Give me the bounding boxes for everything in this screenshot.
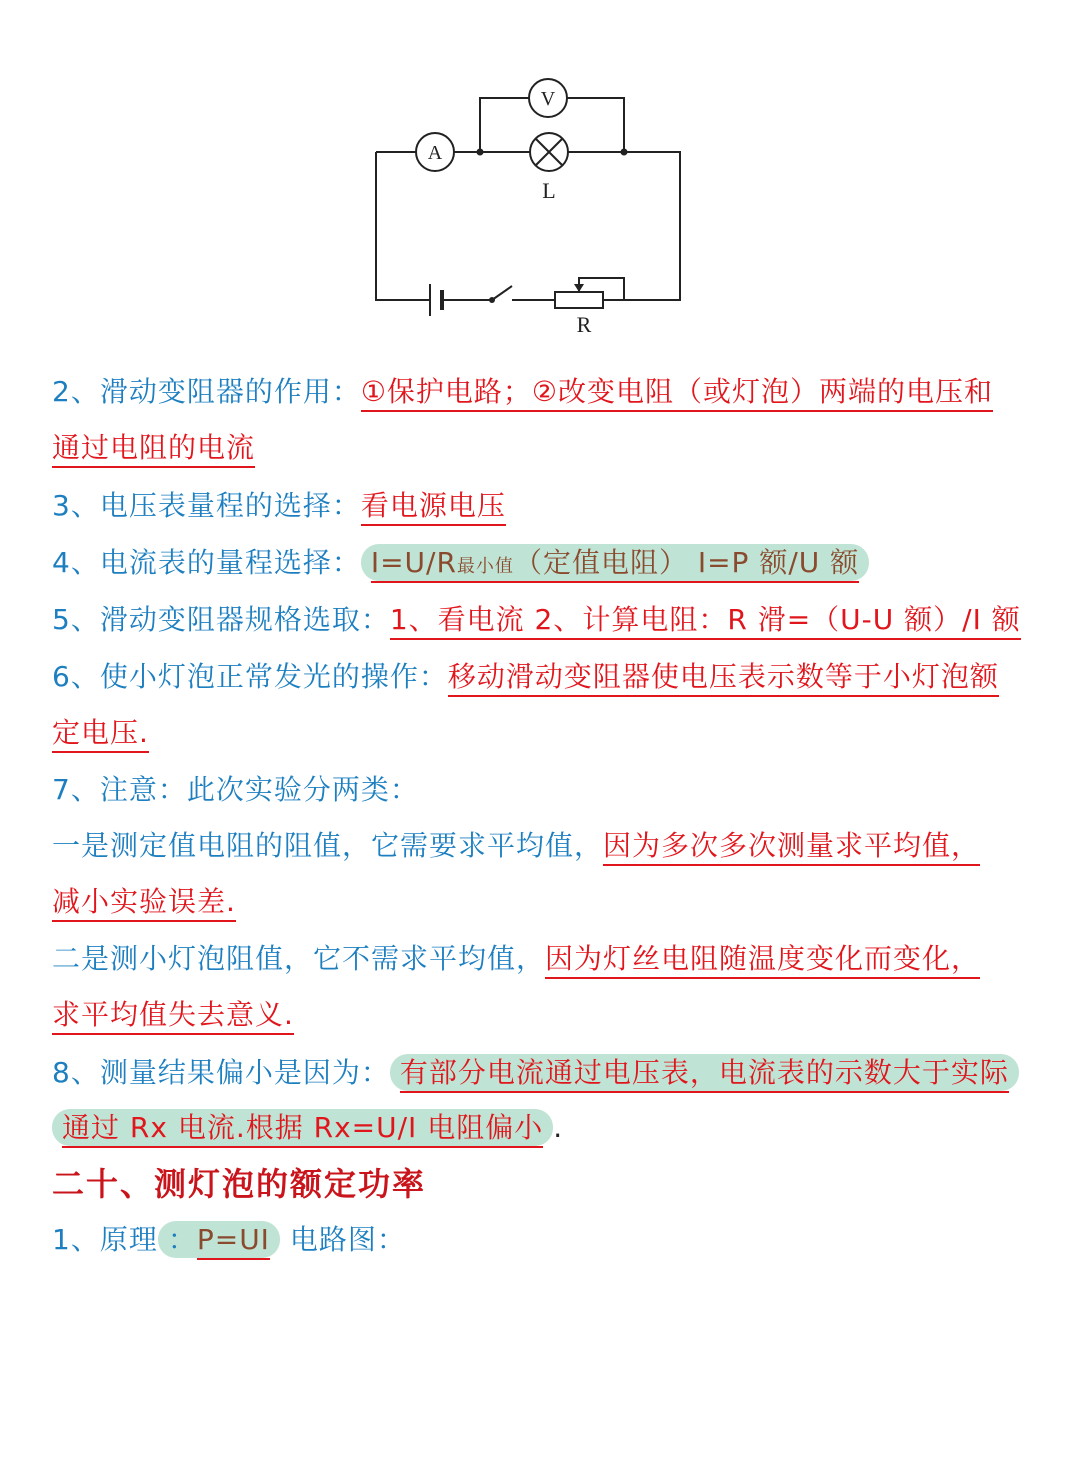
voltmeter-symbol <box>529 79 567 117</box>
ammeter-label: A <box>427 142 443 164</box>
highlight <box>52 1109 553 1146</box>
note-4-label: 4、电流表的量程选择： <box>52 546 361 579</box>
principle-colon: ： <box>167 1223 197 1256</box>
note-8-period: . <box>553 1111 564 1144</box>
highlight <box>158 1221 280 1258</box>
highlight <box>361 544 869 581</box>
note-7-label: 7、注意：此次实验分两类： <box>52 773 419 806</box>
note-7b-answer-cont: 求平均值失去意义. <box>52 998 294 1035</box>
note-2-answer: ①保护电路；②改变电阻（或灯泡）两端的电压和 <box>361 375 993 412</box>
note-5-answer: 1、看电流 2、计算电阻：R 滑=（U-U 额）/I 额 <box>390 603 1021 640</box>
principle-line <box>52 1220 406 1260</box>
formula-i: I=U/R <box>370 546 457 579</box>
lamp-symbol <box>530 133 568 203</box>
principle-label: 1、原理 <box>52 1223 158 1256</box>
note-3-label: 3、电压表量程的选择： <box>52 489 361 522</box>
note-line-6 <box>52 657 999 697</box>
note-line-7a-cont <box>52 882 236 922</box>
note-4-formula <box>371 546 859 583</box>
note-3-answer: 看电源电压 <box>361 489 506 526</box>
battery-symbol <box>430 284 452 316</box>
note-line-2 <box>52 372 993 412</box>
note-line-7a <box>52 826 980 866</box>
note-6-answer-cont: 定电压. <box>52 716 149 753</box>
note-8-answer-cont: 通过 Rx 电流.根据 Rx=U/I 电阻偏小 <box>62 1111 543 1148</box>
note-6-label: 6、使小灯泡正常发光的操作： <box>52 660 448 693</box>
note-7a-answer: 因为多次多次测量求平均值， <box>603 829 980 866</box>
note-line-7 <box>52 770 419 810</box>
switch-symbol <box>489 286 512 303</box>
note-7a-answer-cont: 减小实验误差. <box>52 885 236 922</box>
note-6-answer: 移动滑动变阻器使电压表示数等于小灯泡额 <box>448 660 999 697</box>
voltmeter-label: V <box>540 88 556 110</box>
note-line-7b-cont <box>52 995 294 1035</box>
formula-subscript: 最小值 <box>456 556 514 577</box>
formula-rest: （定值电阻） I=P 额/U 额 <box>513 546 860 579</box>
principle-suffix: 电路图： <box>279 1223 406 1256</box>
ammeter-symbol <box>416 133 454 171</box>
note-8-answer: 有部分电流通过电压表，电流表的示数大于实际 <box>400 1056 1009 1093</box>
note-7b-label: 二是测小灯泡阻值，它不需求平均值， <box>52 942 546 975</box>
note-line-8-cont <box>52 1108 563 1148</box>
rheostat-symbol <box>555 284 603 337</box>
highlight <box>390 1054 1019 1091</box>
note-8-label: 8、测量结果偏小是因为： <box>52 1056 390 1089</box>
note-line-4 <box>52 543 869 587</box>
rheostat-label: R <box>576 312 592 337</box>
section-heading: 二十、测灯泡的额定功率 <box>52 1165 427 1203</box>
note-line-6-cont <box>52 713 149 753</box>
note-7b-answer: 因为灯丝电阻随温度变化而变化， <box>545 942 980 979</box>
note-line-7b <box>52 939 980 979</box>
note-7a-label: 一是测定值电阻的阻值，它需要求平均值， <box>52 829 604 862</box>
circuit-diagram <box>360 78 690 340</box>
note-line-8 <box>52 1053 1019 1093</box>
note-2-answer-cont: 通过电阻的电流 <box>52 431 255 468</box>
note-5-label: 5、滑动变阻器规格选取： <box>52 603 390 636</box>
note-line-3 <box>52 486 506 526</box>
note-2-label: 2、滑动变阻器的作用： <box>52 375 361 408</box>
principle-formula: P=UI <box>197 1223 270 1260</box>
note-line-2-cont <box>52 428 255 468</box>
note-line-5 <box>52 600 1021 640</box>
lamp-label: L <box>542 178 556 203</box>
